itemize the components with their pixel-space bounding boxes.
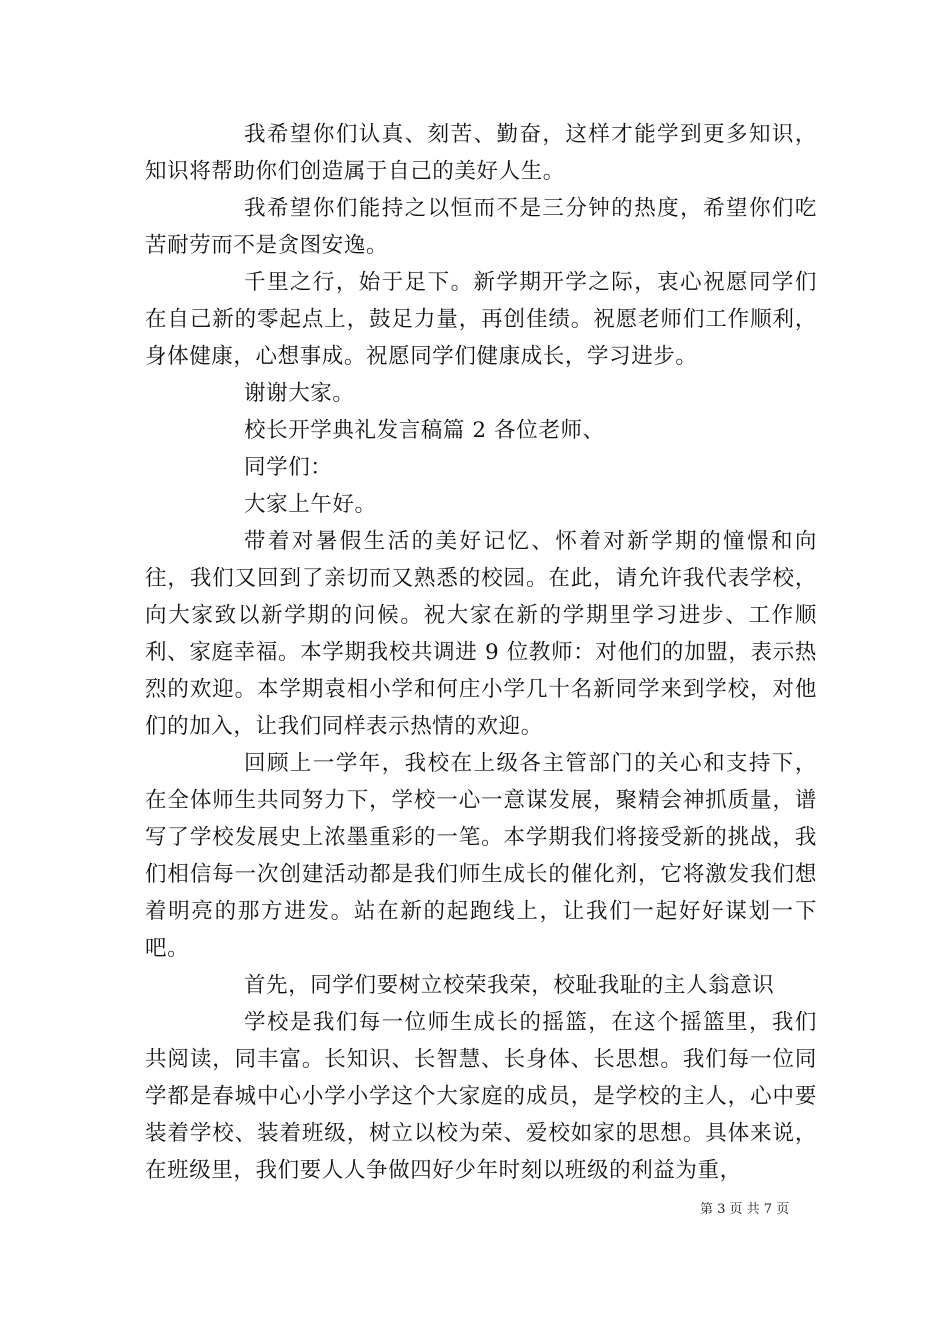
paragraph-8: 带着对暑假生活的美好记忆、怀着对新学期的憧憬和向往，我们又回到了亲切而又熟悉的校园。在此，请允许我代表学校，向大家致以新学期的问候。祝大家在新的学期里学习进步、工作顺利、家庭幸福。本学期我校共调进 9 位教师：对他们的加盟，表示热烈的欢迎。本学期袁相小学和何庄小学几十名新同学来到学校，对他们的加入，让我们同样表示热情的欢迎。 bbox=[145, 529, 817, 739]
paragraph-2: 我希望你们能持之以恒而不是三分钟的热度，希望你们吃苦耐劳而不是贪图安逸。 bbox=[145, 196, 817, 258]
page-number-footer: 第 3 页 共 7 页 bbox=[700, 1202, 790, 1217]
paragraph-10: 首先，同学们要树立校荣我荣，校耻我耻的主人翁意识 bbox=[244, 973, 775, 998]
paragraph-1: 我希望你们认真、刻苦、勤奋，这样才能学到更多知识，知识将帮助你们创造属于自己的美好人生。 bbox=[145, 122, 817, 184]
paragraph-7: 大家上午好。 bbox=[244, 492, 377, 517]
paragraph-4: 谢谢大家。 bbox=[244, 381, 355, 406]
paragraph-11: 学校是我们每一位师生成长的摇篮，在这个摇篮里，我们共阅读，同丰富。长知识、长智慧、长身体、长思想。我们每一位同学都是春城中心小学小学这个大家庭的成员，是学校的主人，心中要装着学校、装着班级，树立以校为荣、爱校如家的思想。具体来说，在班级里，我们要人人争做四好少年时刻以班级的利益为重， bbox=[145, 1010, 817, 1183]
paragraph-9: 回顾上一学年，我校在上级各主管部门的关心和支持下，在全体师生共同努力下，学校一心一意谋发展，聚精会神抓质量，谱写了学校发展史上浓墨重彩的一笔。本学期我们将接受新的挑战，我们相信每一次创建活动都是我们师生成长的催化剂，它将激发我们想着明亮的那方进发。站在新的起跑线上，让我们一起好好谋划一下吧。 bbox=[145, 751, 817, 961]
document-body bbox=[145, 116, 817, 1189]
paragraph-5: 校长开学典礼发言稿篇 2 各位老师、 bbox=[244, 418, 605, 443]
paragraph-6: 同学们： bbox=[244, 455, 333, 480]
paragraph-3: 千里之行，始于足下。新学期开学之际，衷心祝愿同学们在自己新的零起点上，鼓足力量，再创佳绩。祝愿老师们工作顺利，身体健康，心想事成。祝愿同学们健康成长，学习进步。 bbox=[145, 270, 817, 369]
